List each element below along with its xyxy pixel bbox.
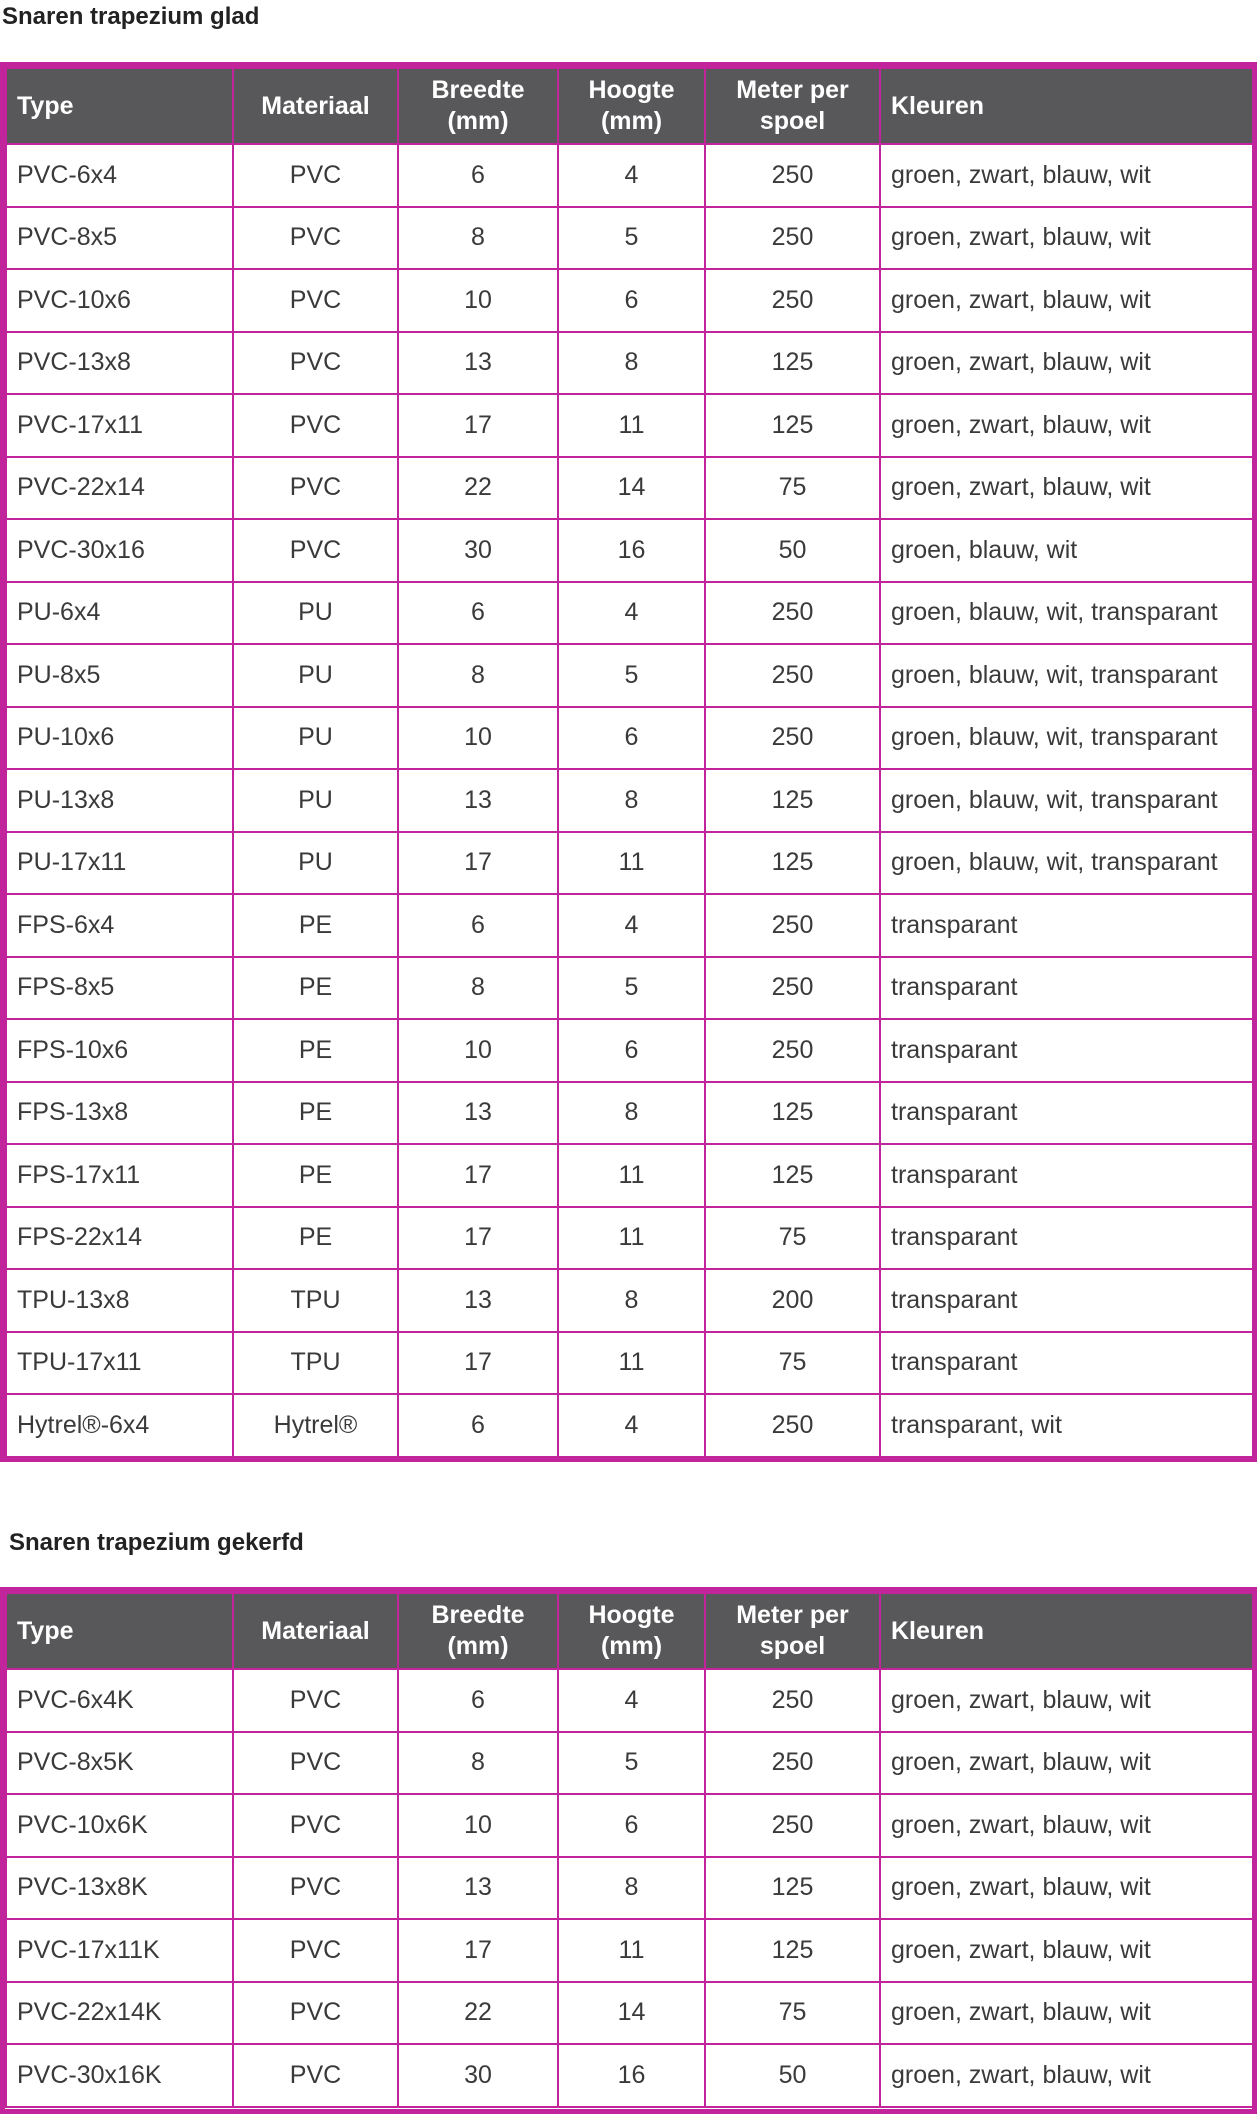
cell-meter-per-spoel: 250	[705, 1669, 880, 1732]
cell-type: PVC-30x16K	[6, 2044, 233, 2107]
spec-table	[5, 67, 1254, 1458]
cell-meter-per-spoel: 250	[705, 707, 880, 770]
table-row	[6, 1144, 1253, 1207]
table-row	[6, 394, 1253, 457]
table-row	[6, 1082, 1253, 1145]
cell-meter-per-spoel: 125	[705, 1144, 880, 1207]
cell-materiaal: PVC	[233, 144, 398, 207]
cell-meter-per-spoel: 250	[705, 1732, 880, 1795]
table-row	[6, 1857, 1253, 1920]
table-gekerfd	[0, 1587, 1257, 2114]
cell-breedte: 6	[398, 894, 558, 957]
header-materiaal: Materiaal	[233, 68, 398, 144]
cell-breedte: 17	[398, 832, 558, 895]
table-glad	[0, 62, 1257, 1462]
cell-hoogte: 11	[558, 1919, 705, 1982]
cell-hoogte: 8	[558, 1857, 705, 1920]
cell-breedte: 13	[398, 1269, 558, 1332]
cell-hoogte: 8	[558, 1269, 705, 1332]
cell-breedte: 30	[398, 2044, 558, 2107]
cell-materiaal: PVC	[233, 1669, 398, 1732]
cell-kleuren: groen, zwart, blauw, wit	[880, 332, 1253, 395]
table-row	[6, 582, 1253, 645]
cell-kleuren: groen, zwart, blauw, wit	[880, 144, 1253, 207]
cell-materiaal: Hytrel®	[233, 1394, 398, 1457]
cell-type: PVC-6x4	[6, 144, 233, 207]
cell-hoogte: 5	[558, 207, 705, 270]
table-row	[6, 269, 1253, 332]
cell-breedte: 8	[398, 207, 558, 270]
cell-kleuren: transparant	[880, 894, 1253, 957]
table-row	[6, 832, 1253, 895]
cell-breedte: 13	[398, 332, 558, 395]
cell-type: PU-17x11	[6, 832, 233, 895]
cell-kleuren: transparant	[880, 1269, 1253, 1332]
cell-materiaal: PVC	[233, 2044, 398, 2107]
cell-meter-per-spoel: 75	[705, 1332, 880, 1395]
cell-meter-per-spoel: 250	[705, 144, 880, 207]
cell-breedte: 22	[398, 1982, 558, 2045]
cell-kleuren: transparant	[880, 1082, 1253, 1145]
cell-hoogte: 16	[558, 2044, 705, 2107]
cell-type: FPS-10x6	[6, 1019, 233, 1082]
cell-kleuren: groen, zwart, blauw, wit	[880, 269, 1253, 332]
cell-breedte: 10	[398, 1794, 558, 1857]
header-type: Type	[6, 1593, 233, 1669]
cell-breedte: 13	[398, 1082, 558, 1145]
cell-kleuren: groen, zwart, blauw, wit	[880, 1919, 1253, 1982]
cell-breedte: 6	[398, 1394, 558, 1457]
table-row	[6, 1732, 1253, 1795]
cell-hoogte: 6	[558, 707, 705, 770]
cell-materiaal: PU	[233, 707, 398, 770]
table-row	[6, 1794, 1253, 1857]
cell-type: PVC-8x5	[6, 207, 233, 270]
cell-materiaal: PVC	[233, 207, 398, 270]
cell-type: PU-10x6	[6, 707, 233, 770]
cell-type: PVC-17x11	[6, 394, 233, 457]
table-row	[6, 207, 1253, 270]
cell-type: PU-6x4	[6, 582, 233, 645]
cell-meter-per-spoel: 125	[705, 1082, 880, 1145]
cell-kleuren: transparant	[880, 1144, 1253, 1207]
cell-hoogte: 6	[558, 1019, 705, 1082]
cell-hoogte: 8	[558, 332, 705, 395]
cell-breedte: 17	[398, 1144, 558, 1207]
cell-materiaal: PVC	[233, 332, 398, 395]
cell-meter-per-spoel: 250	[705, 1019, 880, 1082]
cell-type: PVC-13x8K	[6, 1857, 233, 1920]
cell-hoogte: 11	[558, 1207, 705, 1270]
cell-type: PVC-22x14	[6, 457, 233, 520]
cell-breedte: 22	[398, 457, 558, 520]
cell-kleuren: groen, blauw, wit, transparant	[880, 832, 1253, 895]
cell-hoogte: 8	[558, 769, 705, 832]
cell-materiaal: PU	[233, 769, 398, 832]
cell-hoogte: 14	[558, 1982, 705, 2045]
cell-type: FPS-17x11	[6, 1144, 233, 1207]
cell-hoogte: 4	[558, 144, 705, 207]
cell-meter-per-spoel: 250	[705, 957, 880, 1020]
spec-table	[5, 1592, 1254, 2108]
cell-kleuren: groen, zwart, blauw, wit	[880, 1732, 1253, 1795]
cell-hoogte: 11	[558, 394, 705, 457]
cell-kleuren: transparant	[880, 1207, 1253, 1270]
cell-meter-per-spoel: 250	[705, 1394, 880, 1457]
cell-hoogte: 11	[558, 832, 705, 895]
table-header-row	[6, 1593, 1253, 1669]
cell-breedte: 17	[398, 1207, 558, 1270]
table-row	[6, 1332, 1253, 1395]
cell-breedte: 8	[398, 644, 558, 707]
cell-meter-per-spoel: 50	[705, 2044, 880, 2107]
cell-kleuren: transparant	[880, 1332, 1253, 1395]
cell-meter-per-spoel: 125	[705, 394, 880, 457]
table-row	[6, 644, 1253, 707]
cell-materiaal: PVC	[233, 269, 398, 332]
cell-meter-per-spoel: 50	[705, 519, 880, 582]
cell-materiaal: PU	[233, 644, 398, 707]
cell-type: FPS-8x5	[6, 957, 233, 1020]
cell-kleuren: groen, zwart, blauw, wit	[880, 394, 1253, 457]
cell-meter-per-spoel: 125	[705, 832, 880, 895]
cell-materiaal: PVC	[233, 1732, 398, 1795]
cell-meter-per-spoel: 125	[705, 1857, 880, 1920]
header-hoogte: Hoogte (mm)	[558, 1593, 705, 1669]
cell-type: FPS-6x4	[6, 894, 233, 957]
cell-type: PVC-6x4K	[6, 1669, 233, 1732]
cell-materiaal: PVC	[233, 519, 398, 582]
cell-hoogte: 5	[558, 1732, 705, 1795]
cell-materiaal: PE	[233, 957, 398, 1020]
cell-materiaal: PVC	[233, 394, 398, 457]
cell-meter-per-spoel: 75	[705, 1207, 880, 1270]
cell-breedte: 17	[398, 1919, 558, 1982]
cell-type: TPU-13x8	[6, 1269, 233, 1332]
header-hoogte: Hoogte (mm)	[558, 68, 705, 144]
table-row	[6, 769, 1253, 832]
cell-kleuren: groen, blauw, wit, transparant	[880, 644, 1253, 707]
cell-kleuren: groen, zwart, blauw, wit	[880, 1794, 1253, 1857]
cell-breedte: 8	[398, 957, 558, 1020]
cell-hoogte: 6	[558, 1794, 705, 1857]
cell-meter-per-spoel: 125	[705, 769, 880, 832]
table-row	[6, 519, 1253, 582]
cell-breedte: 13	[398, 1857, 558, 1920]
cell-materiaal: TPU	[233, 1269, 398, 1332]
cell-hoogte: 16	[558, 519, 705, 582]
cell-kleuren: transparant	[880, 957, 1253, 1020]
table-row	[6, 2044, 1253, 2107]
cell-breedte: 8	[398, 1732, 558, 1795]
cell-type: PVC-10x6	[6, 269, 233, 332]
cell-hoogte: 4	[558, 1394, 705, 1457]
cell-meter-per-spoel: 250	[705, 582, 880, 645]
header-meter-per-spoel: Meter per spoel	[705, 68, 880, 144]
cell-materiaal: PU	[233, 582, 398, 645]
cell-materiaal: PVC	[233, 1794, 398, 1857]
cell-kleuren: transparant, wit	[880, 1394, 1253, 1457]
table-row	[6, 144, 1253, 207]
cell-hoogte: 6	[558, 269, 705, 332]
cell-meter-per-spoel: 250	[705, 1794, 880, 1857]
cell-breedte: 6	[398, 144, 558, 207]
cell-materiaal: PE	[233, 1144, 398, 1207]
cell-materiaal: PE	[233, 894, 398, 957]
table-row	[6, 1394, 1253, 1457]
cell-type: TPU-17x11	[6, 1332, 233, 1395]
cell-type: PVC-8x5K	[6, 1732, 233, 1795]
cell-materiaal: PVC	[233, 1857, 398, 1920]
section-title-gekerfd: Snaren trapezium gekerfd	[9, 1529, 304, 1556]
cell-meter-per-spoel: 125	[705, 1919, 880, 1982]
cell-hoogte: 4	[558, 582, 705, 645]
cell-hoogte: 5	[558, 644, 705, 707]
cell-breedte: 6	[398, 582, 558, 645]
cell-type: FPS-22x14	[6, 1207, 233, 1270]
cell-meter-per-spoel: 250	[705, 894, 880, 957]
header-breedte: Breedte (mm)	[398, 1593, 558, 1669]
cell-kleuren: groen, zwart, blauw, wit	[880, 457, 1253, 520]
cell-breedte: 17	[398, 1332, 558, 1395]
cell-breedte: 10	[398, 1019, 558, 1082]
cell-materiaal: TPU	[233, 1332, 398, 1395]
cell-materiaal: PVC	[233, 1919, 398, 1982]
table-row	[6, 1982, 1253, 2045]
cell-hoogte: 11	[558, 1144, 705, 1207]
cell-breedte: 10	[398, 269, 558, 332]
table-row	[6, 1019, 1253, 1082]
table-row	[6, 894, 1253, 957]
cell-kleuren: groen, zwart, blauw, wit	[880, 1982, 1253, 2045]
cell-kleuren: groen, zwart, blauw, wit	[880, 207, 1253, 270]
cell-type: FPS-13x8	[6, 1082, 233, 1145]
cell-type: Hytrel®-6x4	[6, 1394, 233, 1457]
cell-hoogte: 4	[558, 894, 705, 957]
cell-hoogte: 8	[558, 1082, 705, 1145]
table-row	[6, 1919, 1253, 1982]
cell-breedte: 13	[398, 769, 558, 832]
cell-materiaal: PE	[233, 1207, 398, 1270]
cell-breedte: 10	[398, 707, 558, 770]
cell-kleuren: groen, zwart, blauw, wit	[880, 2044, 1253, 2107]
cell-materiaal: PE	[233, 1082, 398, 1145]
cell-hoogte: 11	[558, 1332, 705, 1395]
cell-type: PVC-13x8	[6, 332, 233, 395]
table-row	[6, 332, 1253, 395]
cell-meter-per-spoel: 125	[705, 332, 880, 395]
cell-meter-per-spoel: 250	[705, 207, 880, 270]
table-row	[6, 957, 1253, 1020]
cell-meter-per-spoel: 75	[705, 457, 880, 520]
cell-breedte: 17	[398, 394, 558, 457]
table-row	[6, 1207, 1253, 1270]
cell-materiaal: PVC	[233, 457, 398, 520]
header-kleuren: Kleuren	[880, 68, 1253, 144]
cell-breedte: 30	[398, 519, 558, 582]
header-type: Type	[6, 68, 233, 144]
cell-type: PVC-22x14K	[6, 1982, 233, 2045]
header-materiaal: Materiaal	[233, 1593, 398, 1669]
cell-type: PU-8x5	[6, 644, 233, 707]
cell-type: PVC-10x6K	[6, 1794, 233, 1857]
cell-type: PVC-17x11K	[6, 1919, 233, 1982]
cell-materiaal: PE	[233, 1019, 398, 1082]
cell-meter-per-spoel: 200	[705, 1269, 880, 1332]
table-row	[6, 707, 1253, 770]
cell-type: PU-13x8	[6, 769, 233, 832]
cell-kleuren: groen, blauw, wit, transparant	[880, 707, 1253, 770]
cell-kleuren: groen, blauw, wit	[880, 519, 1253, 582]
cell-type: PVC-30x16	[6, 519, 233, 582]
cell-meter-per-spoel: 75	[705, 1982, 880, 2045]
table-header-row	[6, 68, 1253, 144]
cell-hoogte: 4	[558, 1669, 705, 1732]
cell-kleuren: groen, blauw, wit, transparant	[880, 582, 1253, 645]
header-kleuren: Kleuren	[880, 1593, 1253, 1669]
cell-kleuren: groen, zwart, blauw, wit	[880, 1857, 1253, 1920]
cell-hoogte: 5	[558, 957, 705, 1020]
cell-meter-per-spoel: 250	[705, 269, 880, 332]
table-row	[6, 1269, 1253, 1332]
cell-kleuren: transparant	[880, 1019, 1253, 1082]
table-row	[6, 457, 1253, 520]
cell-hoogte: 14	[558, 457, 705, 520]
cell-kleuren: groen, blauw, wit, transparant	[880, 769, 1253, 832]
header-meter-per-spoel: Meter per spoel	[705, 1593, 880, 1669]
cell-materiaal: PVC	[233, 1982, 398, 2045]
cell-breedte: 6	[398, 1669, 558, 1732]
section-title-glad: Snaren trapezium glad	[2, 3, 260, 30]
header-breedte: Breedte (mm)	[398, 68, 558, 144]
table-row	[6, 1669, 1253, 1732]
cell-meter-per-spoel: 250	[705, 644, 880, 707]
cell-kleuren: groen, zwart, blauw, wit	[880, 1669, 1253, 1732]
cell-materiaal: PU	[233, 832, 398, 895]
